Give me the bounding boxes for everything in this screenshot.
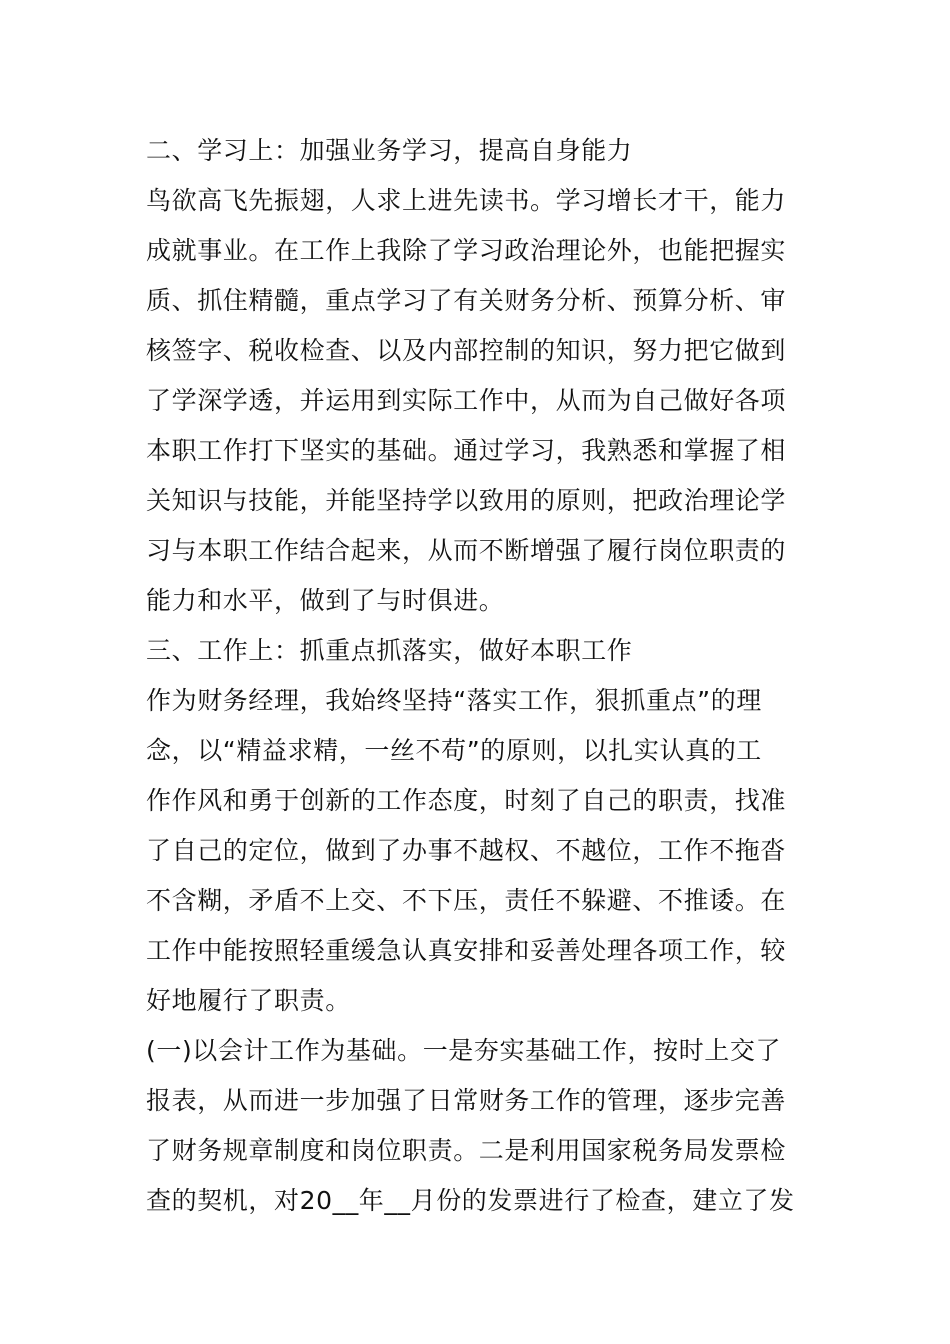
paragraph-line: 了学深学透，并运用到实际工作中，从而为自己做好各项	[146, 386, 787, 415]
paragraph-line: 鸟欲高飞先振翅，人求上进先读书。学习增长才干，能力	[146, 186, 787, 215]
paragraph-line: 作为财务经理，我始终坚持“落实工作，狠抓重点”的理	[146, 686, 762, 715]
paragraph-line: 了财务规章制度和岗位职责。二是利用国家税务局发票检	[146, 1136, 787, 1165]
paragraph-line: 习与本职工作结合起来，从而不断增强了履行岗位职责的	[146, 536, 787, 565]
paragraph-line: 本职工作打下坚实的基础。通过学习，我熟悉和掌握了相	[146, 436, 787, 465]
section-heading-work: 三、工作上：抓重点抓落实，做好本职工作	[146, 636, 633, 665]
paragraph-line: 报表，从而进一步加强了日常财务工作的管理，逐步完善	[146, 1086, 787, 1115]
paragraph-line: (一)以会计工作为基础。一是夯实基础工作，按时上交了	[146, 1036, 782, 1065]
paragraph-line: 核签字、税收检查、以及内部控制的知识，努力把它做到	[146, 336, 787, 365]
paragraph-line: 质、抓住精髓，重点学习了有关财务分析、预算分析、审	[146, 286, 787, 315]
paragraph-line: 能力和水平，做到了与时俱进。	[146, 586, 505, 615]
paragraph-line: 好地履行了职责。	[146, 986, 351, 1015]
paragraph-line: 关知识与技能，并能坚持学以致用的原则，把政治理论学	[146, 486, 787, 515]
paragraph-line: 作作风和勇于创新的工作态度，时刻了自己的职责，找准	[146, 786, 787, 815]
paragraph-line: 念，以“精益求精，一丝不苟”的原则，以扎实认真的工	[146, 736, 762, 765]
paragraph-line: 工作中能按照轻重缓急认真安排和妥善处理各项工作，较	[146, 936, 787, 965]
paragraph-line: 成就事业。在工作上我除了学习政治理论外，也能把握实	[146, 236, 787, 265]
paragraph-line: 查的契机，对20__年__月份的发票进行了检查，建立了发	[146, 1186, 795, 1215]
paragraph-line: 不含糊，矛盾不上交、不下压，责任不躲避、不推诿。在	[146, 886, 787, 915]
section-heading-study: 二、学习上：加强业务学习，提高自身能力	[146, 136, 633, 165]
paragraph-line: 了自己的定位，做到了办事不越权、不越位，工作不拖沓	[146, 836, 787, 865]
